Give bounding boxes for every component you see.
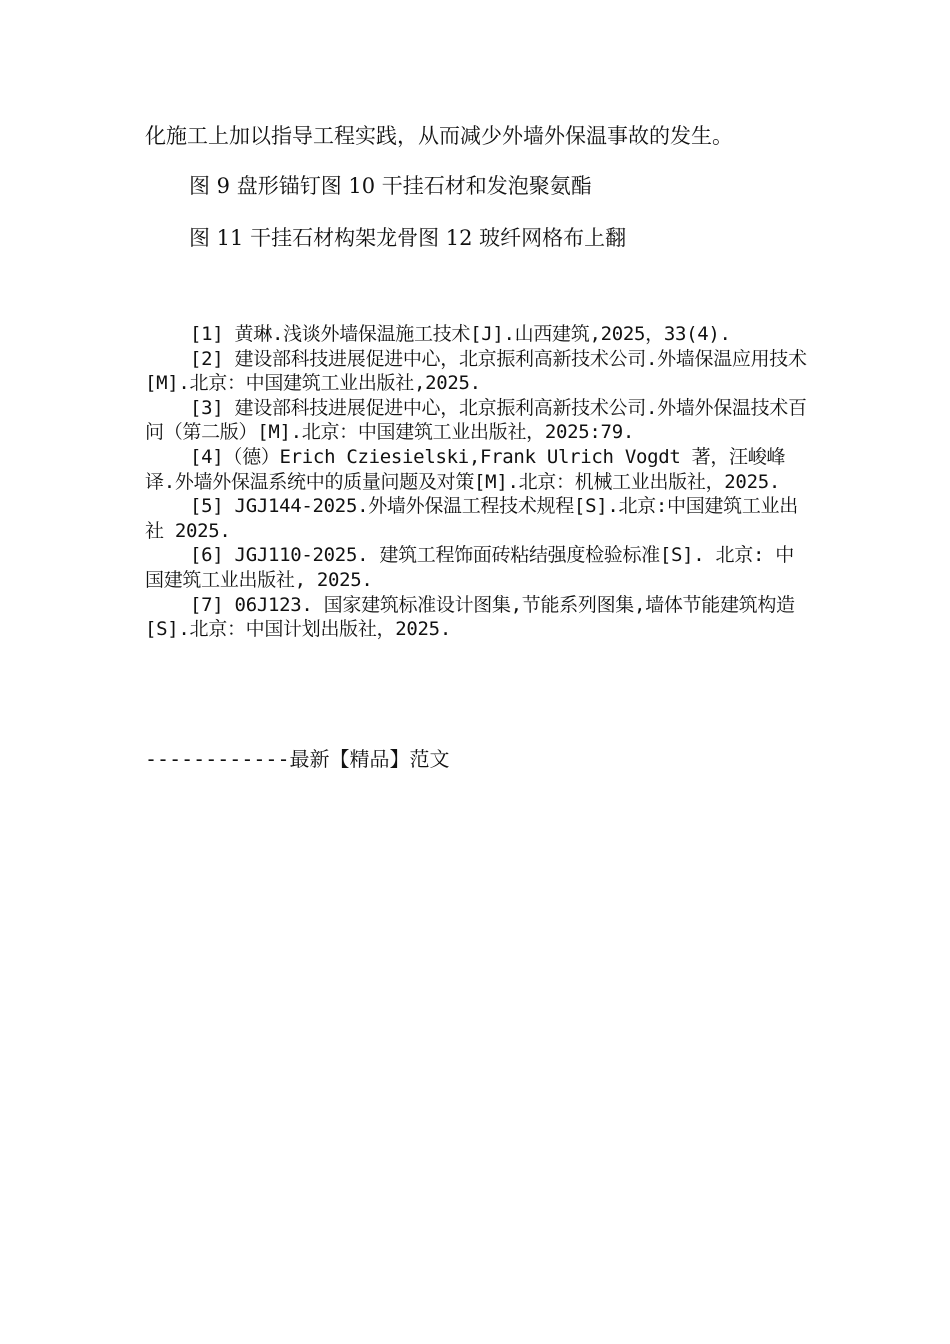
reference-item-4: [4]（德）Erich Cziesielski,Frank Ulrich Vogdt 著，汪峻峰译.外墙外保温系统中的质量问题及对策[M].北京：机械工业出版社，2025. (145, 445, 786, 493)
figure-caption-11-12: 图 11 干挂石材构架龙骨图 12 玻纤网格布上翻 (189, 226, 627, 250)
reference-item-3: [3] 建设部科技进展促进中心，北京振利高新技术公司.外墙外保温技术百问（第二版）[M].北京：中国建筑工业出版社，2025:79. (145, 396, 807, 444)
reference-item-5: [5] JGJ144-2025.外墙外保温工程技术规程[S].北京:中国建筑工业出社 2025. (145, 495, 798, 542)
reference-list (145, 322, 810, 642)
reference-item-7: [7] 06J123. 国家建筑标准设计图集,节能系列图集,墙体节能建筑构造[S].北京：中国计划出版社，2025. (145, 593, 795, 641)
footer-label: ------------最新【精品】范文 (145, 747, 450, 771)
reference-item-1: [1] 黄琳.浅谈外墙保温施工技术[J].山西建筑,2025，33(4). (190, 323, 731, 345)
reference-item-6: [6] JGJ110-2025. 建筑工程饰面砖粘结强度检验标准[S]. 北京: 中国建筑工业出版社, 2025. (145, 544, 794, 591)
body-paragraph-line: 化施工上加以指导工程实践，从而减少外墙外保温事故的发生。 (145, 124, 733, 148)
reference-item-2: [2] 建设部科技进展促进中心，北京振利高新技术公司.外墙保温应用技术[M].北京：中国建筑工业出版社,2025. (145, 347, 807, 395)
figure-caption-9-10: 图 9 盘形锚钉图 10 干挂石材和发泡聚氨酯 (189, 174, 592, 198)
